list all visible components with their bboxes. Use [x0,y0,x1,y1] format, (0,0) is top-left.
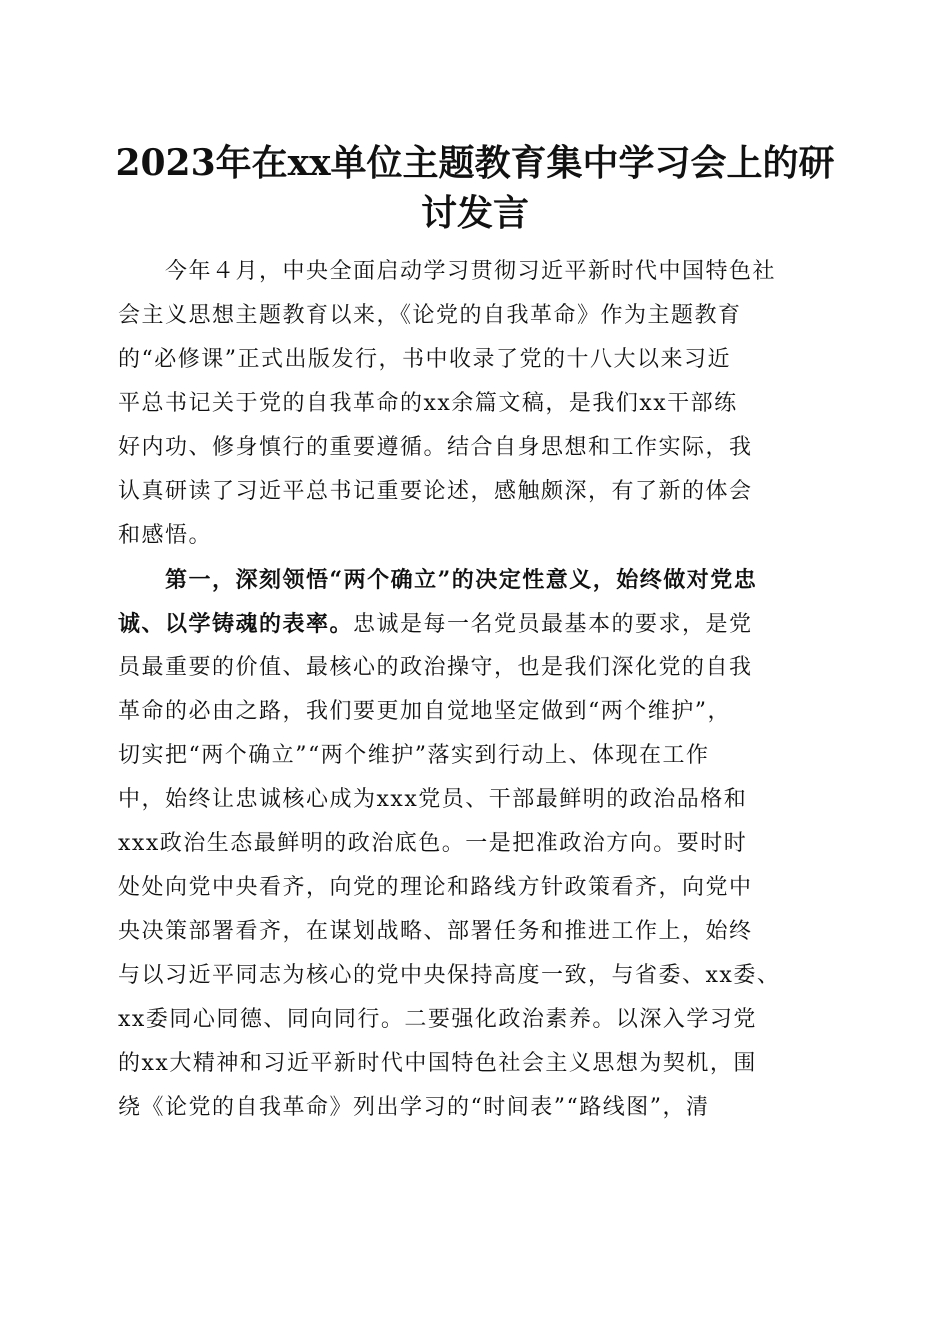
title-line-1: 2023年在xx单位主题教育集中学习会上的研 [115,142,835,184]
paragraph-2-heading-line-2: 诚、以学铸魂的表率。 [118,611,354,637]
paragraph-2-line-5: 切实把“两个确立”“两个维护”落实到行动上、体现在工作 [118,743,710,768]
paragraph-2-line-9: 央决策部署看齐，在谋划战略、部署任务和推进工作上，始终 [118,919,753,944]
paragraph-2-line-13: 绕《论党的自我革命》列出学习的“时间表”“路线图”，清 [118,1095,710,1120]
paragraph-2-line-8: 处处向党中央看齐，向党的理论和路线方针政策看齐，向党中 [118,875,753,900]
paragraph-1-line-7: 和感悟。 [118,523,213,548]
paragraph-2-line-7: xxx政治生态最鲜明的政治底色。一是把准政治方向。要时时 [118,831,748,856]
paragraph-1-line-2: 会主义思想主题教育以来，《论党的自我革命》作为主题教育 [118,303,742,328]
paragraph-2-text-start: 忠诚是每一名党员最基本的要求，是党 [353,612,753,637]
paragraph-1-line-5: 好内功、修身慎行的重要遵循。结合自身思想和工作实际，我 [118,435,753,460]
paragraph-1-line-4: 平总书记关于党的自我革命的xx余篇文稿，是我们xx干部练 [118,391,738,416]
paragraph-2-line-11: xx委同心同德、同向同行。二要强化政治素养。以深入学习党 [118,1007,757,1032]
paragraph-1-line-1: 今年４月，中央全面启动学习贯彻习近平新时代中国特色社 [118,259,777,284]
paragraph-1-line-6: 认真研读了习近平总书记重要论述，感触颇深，有了新的体会 [118,479,753,504]
paragraph-1-line-3: 的“必修课”正式出版发行，书中收录了党的十八大以来习近 [118,347,731,372]
paragraph-2-line-10: 与以习近平同志为核心的党中央保持高度一致，与省委、xx委、 [118,963,781,988]
paragraph-2-line-6: 中，始终让忠诚核心成为xxx党员、干部最鲜明的政治品格和 [118,787,748,812]
document-body [118,250,838,1130]
paragraph-2-heading-line-1: 第一，深刻领悟“两个确立”的决定性意义，始终做对党忠 [118,567,758,593]
document-title [110,138,840,238]
paragraph-2-line-3: 员最重要的价值、最核心的政治操守，也是我们深化党的自我 [118,655,753,680]
title-line-2: 讨发言 [420,192,529,234]
paragraph-2-line-4: 革命的必由之路，我们要更加自觉地坚定做到“两个维护”， [118,699,731,724]
paragraph-2-line-12: 的xx大精神和习近平新时代中国特色社会主义思想为契机，围 [118,1051,757,1076]
paragraph-2-line-2 [118,602,838,646]
